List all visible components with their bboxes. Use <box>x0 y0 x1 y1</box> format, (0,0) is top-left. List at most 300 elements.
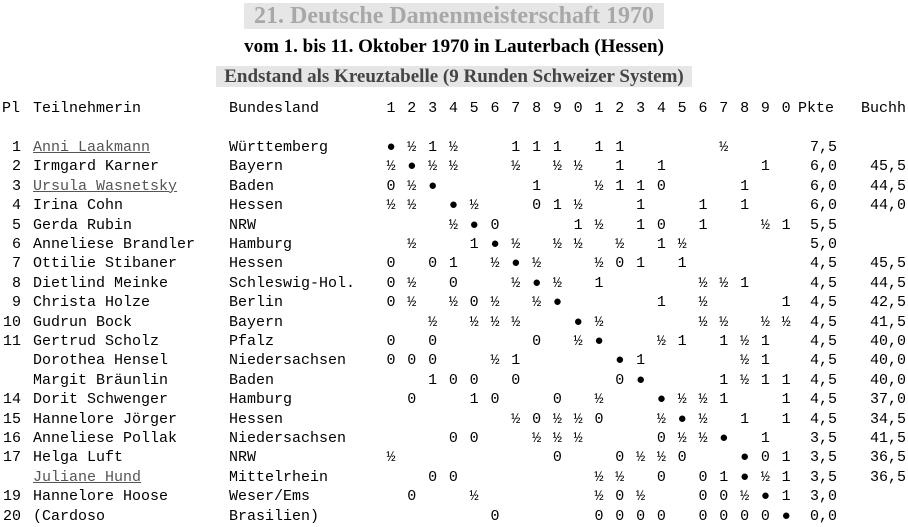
row-result <box>693 255 713 273</box>
row-result: 0 <box>469 371 479 389</box>
row-buchholz <box>856 236 906 254</box>
row-result <box>423 294 443 312</box>
row-player-name: Hannelore Jörger <box>33 410 178 428</box>
row-result: 0 <box>448 468 458 486</box>
col-header-opponent: 6 <box>698 100 708 117</box>
row-result <box>547 372 567 390</box>
row-result <box>610 294 630 312</box>
row-result: 0 <box>386 294 396 312</box>
row-result: ● <box>781 507 791 525</box>
row-result: ½ <box>428 158 438 176</box>
row-result <box>714 411 734 429</box>
row-result: 0 <box>615 449 625 467</box>
row-result: ½ <box>511 313 521 331</box>
row-result <box>651 372 671 390</box>
row-result <box>568 178 588 196</box>
row-result: 1 <box>781 391 791 409</box>
row-result <box>527 488 547 506</box>
row-result <box>423 449 443 467</box>
row-result <box>755 139 775 157</box>
row-result: 1 <box>428 371 438 389</box>
row-place: 2 <box>11 158 21 176</box>
row-result: ½ <box>448 294 458 312</box>
row-result: ½ <box>469 313 479 331</box>
row-result <box>672 314 692 332</box>
row-result <box>464 139 484 157</box>
row-result <box>651 197 671 215</box>
row-result <box>485 333 505 351</box>
row-result <box>402 314 422 332</box>
row-result: 0 <box>407 391 417 409</box>
row-state: NRW <box>229 216 257 234</box>
row-player-name: Gerda Rubin <box>33 216 133 234</box>
row-result: ● <box>760 488 770 506</box>
row-result <box>423 411 443 429</box>
row-buchholz: 41,5 <box>869 430 906 447</box>
row-state: Württemberg <box>229 139 329 156</box>
row-result <box>693 178 713 196</box>
row-result: ½ <box>552 430 562 447</box>
row-result: ½ <box>677 236 687 253</box>
col-header-opponent: 8 <box>532 100 542 117</box>
row-result: ● <box>407 158 417 176</box>
row-result: 0 <box>615 255 625 273</box>
row-result <box>443 352 463 370</box>
title-text: 21. Deutsche Damenmeisterschaft 1970 <box>244 3 664 29</box>
row-result <box>755 411 775 429</box>
row-points: 6,0 <box>810 177 838 195</box>
row-place: 15 <box>2 410 21 428</box>
row-state: NRW <box>229 449 257 467</box>
row-result: ● <box>490 236 500 253</box>
row-result <box>714 197 734 215</box>
row-state: Pfalz <box>229 333 275 350</box>
row-result <box>423 430 443 448</box>
row-result <box>610 333 630 351</box>
row-result <box>568 508 588 526</box>
row-points: 4,5 <box>810 274 838 292</box>
row-place: 4 <box>11 197 21 215</box>
row-result: 1 <box>594 274 604 292</box>
row-result: 0 <box>448 371 458 389</box>
row-result: 0 <box>615 371 625 389</box>
row-points: 0,0 <box>810 507 838 525</box>
row-result: 0 <box>656 507 666 525</box>
row-result: ½ <box>740 352 750 370</box>
row-result: ½ <box>698 410 708 428</box>
row-result: 1 <box>781 294 791 312</box>
row-result <box>693 449 713 467</box>
row-place: 3 <box>11 177 21 195</box>
row-result <box>755 197 775 215</box>
row-result: 1 <box>511 139 521 156</box>
row-place <box>0 469 21 487</box>
row-result: 1 <box>511 352 521 370</box>
row-result: ½ <box>677 430 687 447</box>
row-result <box>610 411 630 429</box>
row-result <box>402 449 422 467</box>
col-header-opponent: 2 <box>407 100 417 117</box>
row-result <box>672 508 692 526</box>
row-result <box>610 430 630 448</box>
row-result: 1 <box>698 197 708 215</box>
row-result <box>443 508 463 526</box>
row-result <box>568 275 588 293</box>
row-result: 1 <box>781 371 791 389</box>
row-result: 1 <box>719 371 729 389</box>
row-result <box>714 449 734 467</box>
row-points: 6,0 <box>810 158 838 176</box>
row-result: 0 <box>615 507 625 525</box>
row-result <box>464 449 484 467</box>
row-result: 0 <box>532 197 542 215</box>
row-result: 0 <box>677 449 687 467</box>
row-result: 1 <box>740 197 750 215</box>
row-points: 4,5 <box>810 333 838 350</box>
row-player-name: Dorothea Hensel <box>33 352 169 370</box>
row-result: ½ <box>469 488 479 506</box>
row-result <box>547 314 567 332</box>
row-state: Mittelrhein <box>229 468 329 486</box>
row-result: 0 <box>656 468 666 486</box>
col-header-state: Bundesland <box>229 100 320 117</box>
row-result <box>547 488 567 506</box>
row-result: ● <box>656 391 666 409</box>
row-result <box>485 197 505 215</box>
row-player-name: Irmgard Karner <box>33 158 160 176</box>
row-result <box>485 411 505 429</box>
row-result <box>776 352 796 370</box>
row-buchholz: 40,0 <box>869 371 906 389</box>
row-result: 0 <box>407 352 417 370</box>
row-points: 3,5 <box>810 449 838 467</box>
row-result <box>547 333 567 351</box>
row-result: ● <box>594 333 604 350</box>
row-result: 0 <box>448 274 458 292</box>
row-result: ½ <box>552 158 562 176</box>
row-result <box>506 469 526 487</box>
row-result <box>610 197 630 215</box>
row-result: ½ <box>594 391 604 409</box>
row-result: ½ <box>532 294 542 312</box>
row-result: ½ <box>552 274 562 292</box>
row-points: 4,5 <box>810 255 838 273</box>
row-place: 19 <box>2 488 21 506</box>
row-result <box>651 314 671 332</box>
row-result: 1 <box>719 391 729 409</box>
row-result: 1 <box>532 177 542 195</box>
row-result <box>464 255 484 273</box>
row-result <box>651 255 671 273</box>
row-result: ● <box>677 410 687 428</box>
row-result: ½ <box>656 449 666 467</box>
row-result <box>714 236 734 254</box>
row-result <box>568 469 588 487</box>
row-result: ½ <box>698 391 708 409</box>
row-result: 0 <box>448 430 458 447</box>
row-result: 0 <box>532 410 542 428</box>
row-result <box>631 275 651 293</box>
row-result <box>693 158 713 176</box>
row-result <box>527 469 547 487</box>
row-result <box>547 352 567 370</box>
row-result <box>464 158 484 176</box>
row-result <box>527 217 547 235</box>
row-result <box>735 236 755 254</box>
row-result: 0 <box>386 177 396 195</box>
row-result <box>714 178 734 196</box>
row-result: 0 <box>615 488 625 506</box>
row-result <box>672 197 692 215</box>
row-result <box>735 217 755 235</box>
row-result <box>381 469 401 487</box>
row-result: ½ <box>594 313 604 331</box>
row-result <box>735 430 755 448</box>
row-result: 0 <box>552 449 562 467</box>
row-result <box>423 217 443 235</box>
row-result <box>443 314 463 332</box>
row-result <box>527 352 547 370</box>
row-result <box>776 236 796 254</box>
row-result <box>547 178 567 196</box>
row-result: ½ <box>615 236 625 253</box>
row-result <box>610 391 630 409</box>
row-result <box>381 430 401 448</box>
row-player-name: Helga Luft <box>33 449 124 467</box>
row-result <box>568 139 588 157</box>
row-result: ● <box>386 139 396 156</box>
row-result <box>527 391 547 409</box>
row-state: Niedersachsen <box>229 430 347 447</box>
row-buchholz: 44,5 <box>869 274 906 292</box>
row-result: 1 <box>656 294 666 312</box>
row-result: 1 <box>781 488 791 506</box>
row-result <box>589 236 609 254</box>
row-result: 1 <box>656 236 666 253</box>
row-result: 0 <box>719 488 729 506</box>
row-result <box>568 352 588 370</box>
row-result <box>423 197 443 215</box>
row-result <box>610 314 630 332</box>
row-result: 1 <box>719 468 729 486</box>
row-result: ½ <box>469 197 479 215</box>
row-result <box>402 217 422 235</box>
row-player-name: Anneliese Pollak <box>33 430 178 447</box>
row-result: ½ <box>573 430 583 447</box>
row-result: 0 <box>407 488 417 506</box>
row-result: 0 <box>511 371 521 389</box>
row-result <box>714 217 734 235</box>
row-result <box>589 352 609 370</box>
row-result: ● <box>615 352 625 370</box>
row-result <box>568 391 588 409</box>
row-result: ½ <box>511 158 521 176</box>
row-result <box>443 449 463 467</box>
row-buchholz <box>856 139 906 157</box>
row-points: 5,0 <box>810 236 838 253</box>
row-result <box>381 217 401 235</box>
row-result: ½ <box>552 410 562 428</box>
row-result <box>381 411 401 429</box>
row-player-name: Irina Cohn <box>33 197 124 215</box>
row-player-name: Anneliese Brandler <box>33 236 196 253</box>
row-result <box>672 275 692 293</box>
row-points: 3,0 <box>810 488 838 506</box>
row-result: ½ <box>740 371 750 389</box>
row-result: ½ <box>760 468 770 486</box>
row-result: ½ <box>636 449 646 467</box>
row-place: 10 <box>2 313 21 331</box>
col-header-opponent: 7 <box>511 100 521 117</box>
row-state: Hessen <box>229 410 284 428</box>
row-result: 0 <box>490 391 500 409</box>
row-place: 7 <box>11 255 21 273</box>
row-result <box>527 236 547 254</box>
row-buchholz: 40,0 <box>869 333 906 350</box>
row-state: Weser/Ems <box>229 488 311 506</box>
row-result: ● <box>719 430 729 447</box>
row-result <box>776 333 796 351</box>
row-result <box>631 294 651 312</box>
row-result <box>464 469 484 487</box>
col-header-pl: Pl <box>2 100 21 117</box>
row-result: ½ <box>698 313 708 331</box>
row-result <box>610 217 630 235</box>
col-header-opponent: 9 <box>760 100 770 117</box>
row-result <box>568 294 588 312</box>
row-result: ½ <box>740 333 750 350</box>
row-result <box>776 158 796 176</box>
row-result: 0 <box>428 352 438 370</box>
row-state: Bayern <box>229 158 284 176</box>
row-points: 4,5 <box>810 391 838 409</box>
row-result <box>755 294 775 312</box>
row-result <box>714 255 734 273</box>
row-result: ½ <box>594 488 604 506</box>
row-result <box>776 430 796 448</box>
row-result <box>423 391 443 409</box>
row-result: 0 <box>698 488 708 506</box>
row-result: ● <box>552 294 562 312</box>
row-result: ½ <box>760 216 770 234</box>
row-result <box>589 294 609 312</box>
row-result: 0 <box>760 449 770 467</box>
row-result <box>672 469 692 487</box>
row-result: 0 <box>386 352 396 370</box>
row-result <box>693 352 713 370</box>
row-result <box>485 275 505 293</box>
row-result: 1 <box>469 391 479 409</box>
col-header-opponent: 0 <box>781 100 791 117</box>
row-buchholz <box>856 217 906 235</box>
row-result: ½ <box>532 255 542 273</box>
row-result: 0 <box>594 507 604 525</box>
row-player-name: Ursula Wasnetsky <box>33 177 178 195</box>
row-result <box>485 449 505 467</box>
row-result: ½ <box>573 236 583 253</box>
row-result <box>631 236 651 254</box>
row-result: 0 <box>386 255 396 273</box>
row-result <box>672 294 692 312</box>
row-result <box>402 411 422 429</box>
row-state: Baden <box>229 177 275 195</box>
row-result <box>589 158 609 176</box>
row-result: ½ <box>573 333 583 350</box>
row-place: 6 <box>11 236 21 253</box>
row-place: 9 <box>11 294 21 312</box>
row-result: 0 <box>428 333 438 350</box>
row-points: 7,5 <box>810 139 838 156</box>
caption-text: Endstand als Kreuztabelle (9 Runden Schweizer System) <box>216 66 692 87</box>
row-result <box>527 508 547 526</box>
row-result: 0 <box>698 507 708 525</box>
row-result: 1 <box>760 158 770 176</box>
row-result <box>381 391 401 409</box>
col-header-opponent: 4 <box>448 100 458 117</box>
row-player-name: Gudrun Bock <box>33 313 133 331</box>
row-buchholz <box>856 488 906 506</box>
row-result <box>631 430 651 448</box>
row-result <box>381 508 401 526</box>
row-result <box>568 449 588 467</box>
row-result: ½ <box>511 236 521 253</box>
col-header-opponent: 1 <box>594 100 604 117</box>
row-buchholz: 34,5 <box>869 410 906 428</box>
row-place: 14 <box>2 391 21 409</box>
row-result: 1 <box>552 197 562 215</box>
row-result: ½ <box>781 313 791 331</box>
row-state: Hessen <box>229 255 284 273</box>
row-result <box>589 449 609 467</box>
row-result: 1 <box>552 139 562 156</box>
row-result <box>631 314 651 332</box>
row-result <box>589 430 609 448</box>
row-place: 5 <box>11 216 21 234</box>
row-player-name: Margit Bräunlin <box>33 371 169 389</box>
row-result: ½ <box>740 488 750 506</box>
row-result <box>464 508 484 526</box>
row-result <box>651 139 671 157</box>
row-result <box>402 508 422 526</box>
row-result <box>589 197 609 215</box>
row-result: 0 <box>386 333 396 350</box>
row-result: ½ <box>594 468 604 486</box>
row-result: 1 <box>740 177 750 195</box>
row-buchholz: 45,5 <box>869 255 906 273</box>
row-result: 1 <box>615 177 625 195</box>
row-result <box>735 294 755 312</box>
row-buchholz: 45,5 <box>869 158 906 176</box>
row-result <box>693 236 713 254</box>
row-result: 1 <box>656 158 666 176</box>
row-result <box>506 197 526 215</box>
row-state: Schleswig-Hol. <box>229 274 356 292</box>
col-header-opponent: 6 <box>490 100 500 117</box>
row-result <box>402 255 422 273</box>
row-result: 1 <box>677 255 687 273</box>
row-points: 3,5 <box>810 430 838 447</box>
row-result: ½ <box>594 177 604 195</box>
row-player-name: Hannelore Hoose <box>33 488 169 506</box>
row-result <box>527 449 547 467</box>
col-header-opponent: 0 <box>573 100 583 117</box>
row-result: 1 <box>781 216 791 234</box>
row-result <box>485 372 505 390</box>
row-result: ½ <box>490 352 500 370</box>
row-result: 1 <box>448 255 458 273</box>
row-result: ½ <box>719 139 729 156</box>
row-state: Berlin <box>229 294 284 312</box>
